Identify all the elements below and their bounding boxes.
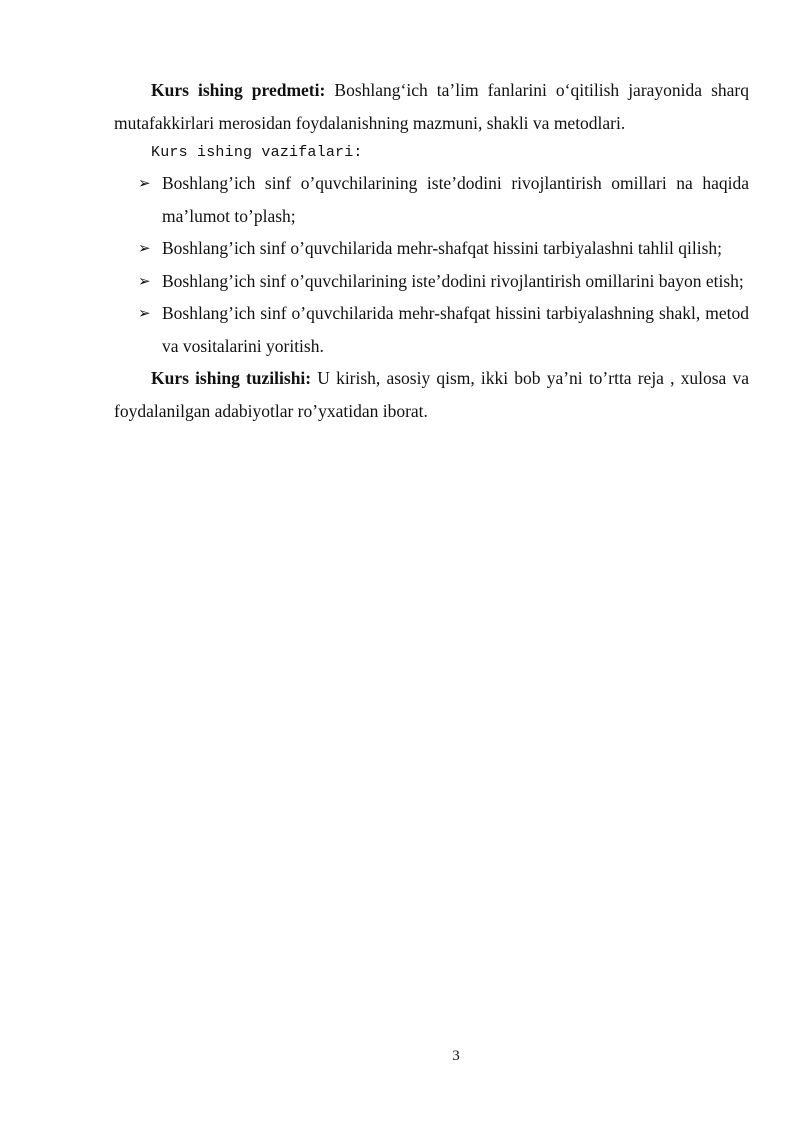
list-item — [114, 232, 749, 265]
task-text: Boshlang’ich sinf o’quvchilarining iste’dodini rivojlantirish omillari na haqida ma’lumot to’plash; — [162, 173, 749, 226]
arrow-bullet-icon: ➢ — [138, 239, 151, 257]
tasks-list — [114, 167, 749, 362]
subject-text: Boshlang‘ich ta’lim fanlarini o‘qitilish jarayonida sharq mutafakkirlari merosidan foydalanishning mazmuni, shakli va metodlari. — [114, 80, 749, 133]
body-text — [114, 74, 749, 427]
structure-lead: Kurs ishing tuzilishi: — [151, 368, 312, 388]
structure-text: U kirish, asosiy qism, ikki bob ya’ni to’rtta reja , xulosa va foydalanilgan adabiyotlar ro’yxatidan iborat. — [114, 368, 749, 421]
list-item — [114, 167, 749, 232]
tasks-heading: Kurs ishing vazifalari: — [151, 144, 363, 161]
task-text: Boshlang’ich sinf o’quvchilarida mehr-shafqat hissini tarbiyalashni tahlil qilish; — [162, 238, 723, 258]
arrow-bullet-icon: ➢ — [138, 304, 151, 322]
list-item — [114, 265, 749, 298]
arrow-bullet-icon: ➢ — [138, 271, 151, 290]
page-number: 3 — [452, 1048, 460, 1064]
task-text: Boshlang’ich sinf o’quvchilarining iste’dodini rivojlantirish omillarini bayon etish; — [162, 270, 744, 291]
arrow-bullet-icon: ➢ — [138, 174, 151, 192]
structure-paragraph — [114, 362, 749, 427]
subject-paragraph — [114, 74, 749, 139]
subject-lead: Kurs ishing predmeti: — [151, 80, 326, 100]
task-text: Boshlang’ich sinf o’quvchilarida mehr-shafqat hissini tarbiyalashning shakl, metod va vositalarini yoritish. — [162, 303, 749, 356]
list-item — [114, 297, 749, 362]
